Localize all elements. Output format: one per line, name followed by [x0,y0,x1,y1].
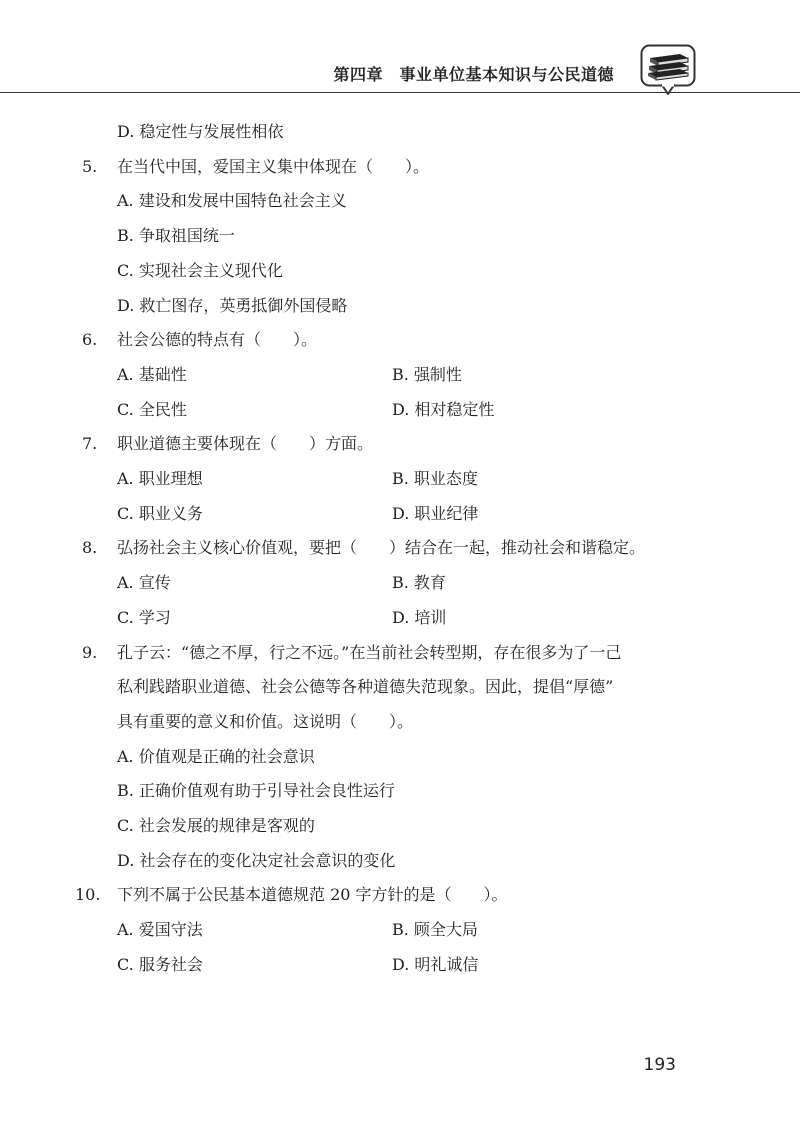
question-number: 9. [82,642,98,662]
answer-option: C. 社会发展的规律是客观的 [117,816,315,835]
question-number: 8. [82,538,98,558]
question-text: 具有重要的意义和价值。这说明（ ）。 [117,711,414,731]
answer-option: D. 相对稳定性 [392,399,495,419]
question-text: 孔子云：“德之不厚，行之不远。”在当前社会转型期，存在很多为了一己 [117,642,622,662]
answer-option: B. 正确价值观有助于引导社会良性运行 [117,781,395,801]
answer-option: B. 职业态度 [392,469,478,488]
question-number: 10. [75,885,101,905]
answer-option: B. 争取祖国统一 [117,226,235,246]
answer-option: D. 培训 [392,607,447,627]
answer-option: B. 顾全大局 [392,920,478,940]
answer-option: B. 强制性 [392,364,462,384]
answer-option: D. 救亡图存，英勇抵御外国侵略 [117,295,348,315]
answer-option: B. 教育 [392,573,446,593]
answer-option: C. 服务社会 [117,954,203,974]
question-text: 在当代中国，爱国主义集中体现在（ ）。 [117,156,430,176]
book-stack-icon [640,44,696,96]
answer-option: A. 价值观是正确的社会意识 [117,746,315,766]
chapter-title: 第四章 事业单位基本知识与公民道德 [333,65,614,84]
question-text: 私利践踏职业道德、社会公德等各种道德失范现象。因此，提倡“厚德” [117,677,614,697]
answer-option: C. 职业义务 [117,503,203,523]
answer-option: A. 爱国守法 [117,920,203,940]
answer-option: D. 职业纪律 [392,503,479,523]
question-text: 社会公德的特点有（ ）。 [117,330,318,350]
question-text: 下列不属于公民基本道德规范 20 字方针的是（ ）。 [117,885,508,905]
answer-option: A. 职业理想 [117,469,203,488]
answer-option: A. 建设和发展中国特色社会主义 [117,191,347,211]
answer-option: A. 宣传 [117,573,171,593]
answer-option: C. 实现社会主义现代化 [117,260,283,280]
page-header [0,0,800,100]
answer-option: C. 全民性 [117,399,187,419]
header-divider [0,92,800,93]
question-number: 7. [82,434,98,454]
answer-option: C. 学习 [117,607,171,627]
question-text: 弘扬社会主义核心价值观，要把（ ）结合在一起，推动社会和谐稳定。 [117,538,646,558]
page-number: 193 [643,1055,676,1075]
question-text: 职业道德主要体现在（ ）方面。 [117,434,374,454]
answer-option: D. 社会存在的变化决定社会意识的变化 [117,850,396,870]
question-number: 6. [82,330,98,350]
question-number: 5. [82,156,98,176]
answer-option: D. 明礼诚信 [392,954,479,974]
answer-option: D. 稳定性与发展性相依 [117,122,284,141]
answer-option: A. 基础性 [117,364,187,384]
